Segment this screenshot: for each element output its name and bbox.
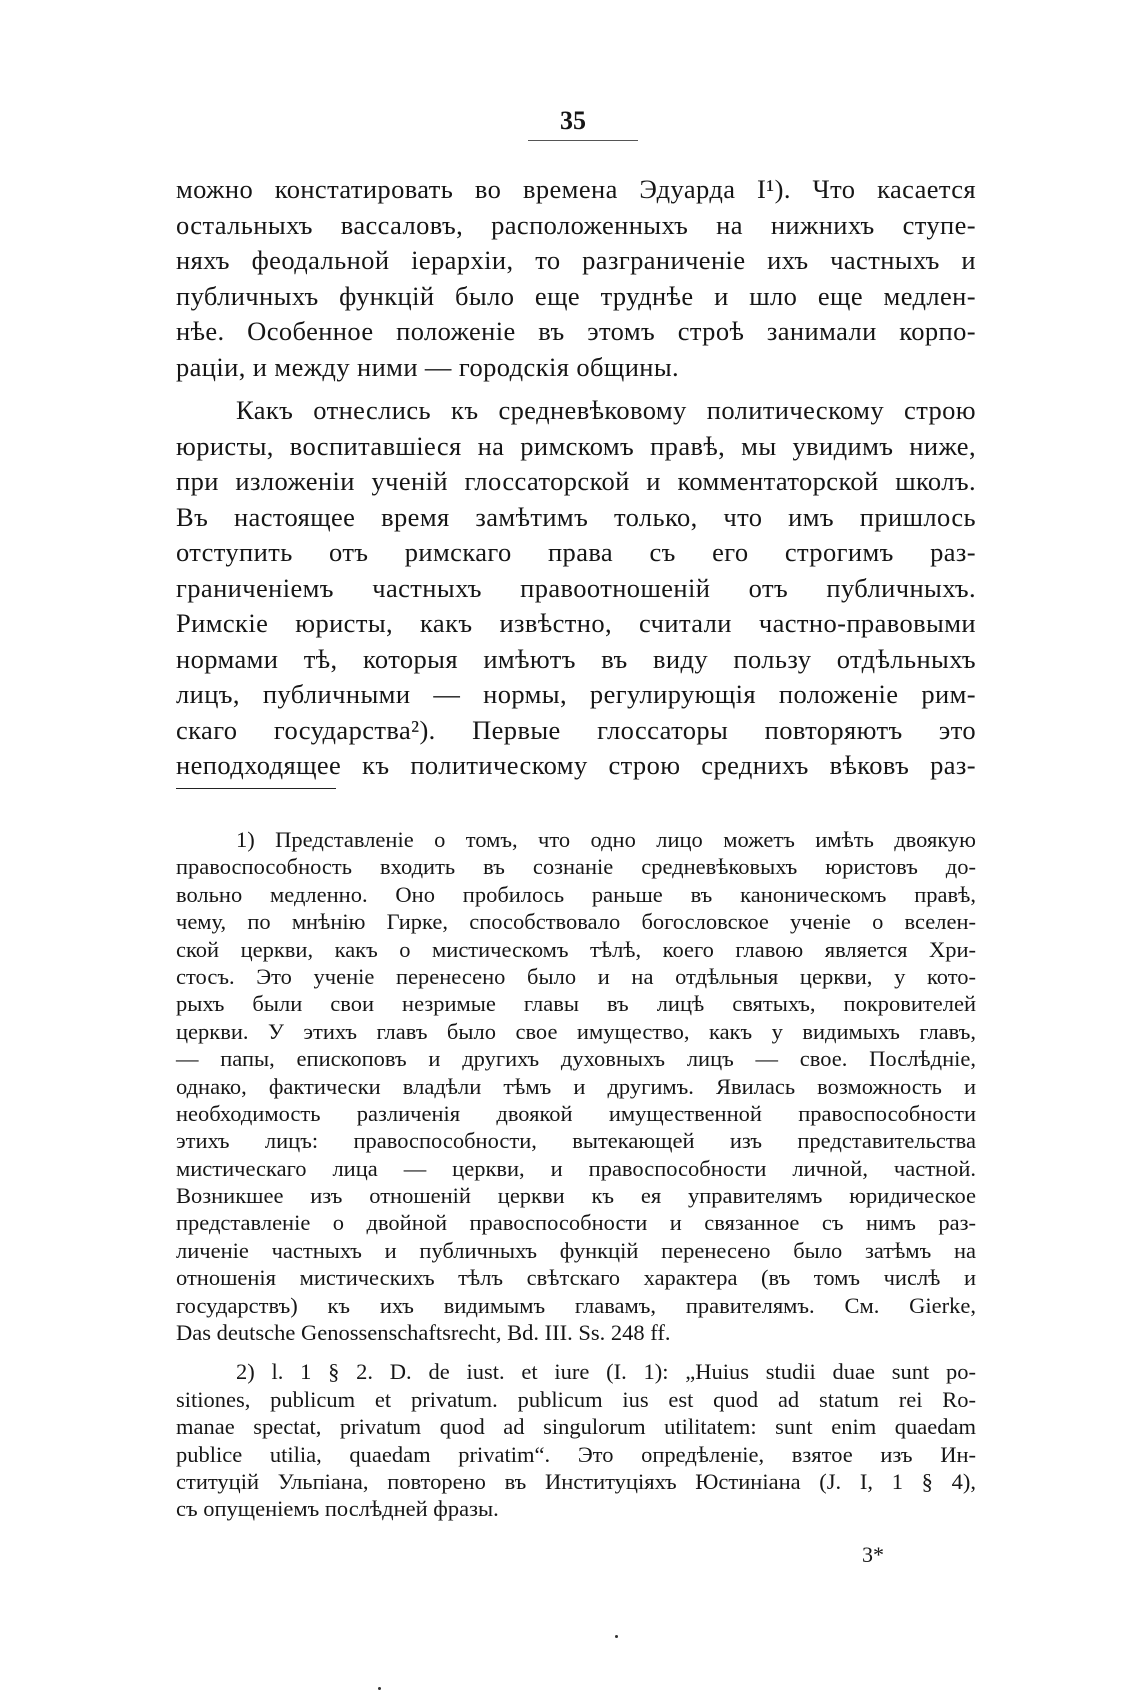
body-line: при изложенiи ученiй глоссаторской и комментаторской школъ. — [176, 466, 976, 496]
body-paragraph-1 — [176, 172, 976, 385]
footnotes — [176, 826, 976, 1523]
footnote-line: личенiе частныхъ и публичныхъ функцiй перенесено было затѣмъ на — [176, 1237, 976, 1263]
footnote-line: manae spectat, privatum quod ad singulorum utilitatem: sunt enim quaedam — [176, 1414, 976, 1440]
footnote-line: государствъ) къ ихъ видимымъ главамъ, правителямъ. См. Gierke, — [176, 1292, 976, 1318]
footnote-line: ской церкви, какъ о мистическомъ тѣлѣ, коего главою является Хри- — [176, 936, 976, 962]
body-text — [176, 172, 976, 784]
body-line: остальныхъ вассаловъ, расположенныхъ на нижнихъ ступе- — [176, 209, 976, 240]
footnote-line: церкви. У этихъ главъ было свое имущество, какъ у видимыхъ главъ, — [176, 1018, 976, 1044]
footnote-line: publice utilia, quaedam privatim“. Это опредѣленiе, взятое изъ Ин- — [176, 1441, 976, 1467]
body-line: лицъ, публичными — нормы, регулирующiя положенiе рим- — [176, 679, 976, 709]
footnote-1 — [176, 826, 976, 1346]
body-line: можно констатировать во времена Эдуарда I¹). Что касается — [176, 174, 976, 204]
footnote-line: ституцiй Ульпiана, повторено въ Институцiяхъ Юстинiана (J. I, 1 § 4), — [176, 1468, 976, 1494]
footnote-separator — [176, 788, 336, 789]
body-line: неподходящее къ политическому строю среднихъ вѣковъ раз- — [176, 750, 976, 780]
page-number: 35 — [560, 106, 586, 135]
body-line: юристы, воспитавшiеся на римскомъ правѣ, мы увидимъ ниже, — [176, 430, 976, 461]
body-line: Въ настоящее время замѣтимъ только, что имъ пришлось — [176, 501, 976, 532]
body-line: Римскiе юристы, какъ извѣстно, считали частно-правовыми — [176, 608, 976, 638]
footnote-line: Das deutsche Genossenschaftsrecht, Bd. III. Ss. 248 ff. — [176, 1320, 671, 1346]
body-line: скаго государства²). Первые глоссаторы повторяютъ это — [176, 714, 976, 745]
body-line: граниченiемъ частныхъ правоотношенiй отъ публичныхъ. — [176, 572, 976, 603]
signature-mark: 3* — [862, 1542, 884, 1567]
footnote-line: отношенiя мистическихъ тѣлъ свѣтскаго характера (въ томъ числѣ и — [176, 1265, 976, 1291]
body-line: публичныхъ функцiй было еще труднѣе и шло еще медлен- — [176, 280, 976, 311]
footnote-line: вольно медленно. Оно пробилось раньше въ каноническомъ правѣ, — [176, 881, 976, 907]
footnote-line: необходимость различенiя двоякой имущественной правоспособности — [176, 1100, 976, 1126]
footnote-line: съ опущенiемъ послѣдней фразы. — [176, 1496, 499, 1522]
body-line: отступить отъ римскаго права съ его строгимъ раз- — [176, 537, 976, 567]
footnote-line: рыхъ были свои незримые главы въ лицѣ святыхъ, покровителей — [176, 991, 976, 1017]
body-line: нормами тѣ, которыя имѣютъ въ виду пользу отдѣльныхъ — [176, 643, 976, 674]
page-number-rule — [528, 140, 638, 141]
footnote-line: стосъ. Это ученiе перенесено было и на отдѣльныя церкви, у кото- — [176, 963, 976, 989]
footnote-line: 1) Представленiе о томъ, что одно лицо можетъ имѣть двоякую — [236, 827, 976, 852]
footnote-line: чему, по мнѣнiю Гирке, способствовало богословское ученiе о вселен- — [176, 909, 976, 935]
footnote-line: мистическаго лица — церкви, и правоспособности личной, частной. — [176, 1155, 976, 1181]
footnote-line: этихъ лицъ: правоспособности, вытекающей изъ представительства — [176, 1128, 976, 1154]
body-line: Какъ отнеслись къ средневѣковому политическому строю — [236, 395, 976, 425]
body-line: рацiи, и между ними — городскiя общины. — [176, 351, 680, 382]
footnote-line: представленiе о двойной правоспособности и связанное съ нимъ раз- — [176, 1210, 976, 1236]
body-paragraph-2 — [176, 393, 976, 784]
body-line: няхъ феодальной iерархiи, то разграниченiе ихъ частныхъ и — [176, 245, 976, 275]
footnote-line: правоспособность входить въ сознанiе средневѣковыхъ юристовъ до- — [176, 854, 976, 880]
footnote-2 — [176, 1358, 976, 1522]
footnote-line: 2) l. 1 § 2. D. de iust. et iure (I. 1): „Huius studii duae sunt po- — [236, 1359, 976, 1385]
print-speck — [615, 1635, 618, 1638]
footnote-line: однако, фактически владѣли тѣмъ и другимъ. Явилась возможность и — [176, 1073, 976, 1099]
footnote-line: sitiones, publicum et privatum. publicum ius est quod ad statum rei Ro- — [176, 1386, 976, 1412]
footnote-line: — папы, епископовъ и другихъ духовныхъ лицъ — свое. Послѣднiе, — [176, 1046, 976, 1072]
footnote-line: Возникшее изъ отношенiй церкви къ ея управителямъ юридическое — [176, 1183, 976, 1209]
body-line: нѣе. Особенное положенiе въ этомъ строѣ занимали корпо- — [176, 316, 976, 346]
print-speck — [378, 1687, 381, 1690]
